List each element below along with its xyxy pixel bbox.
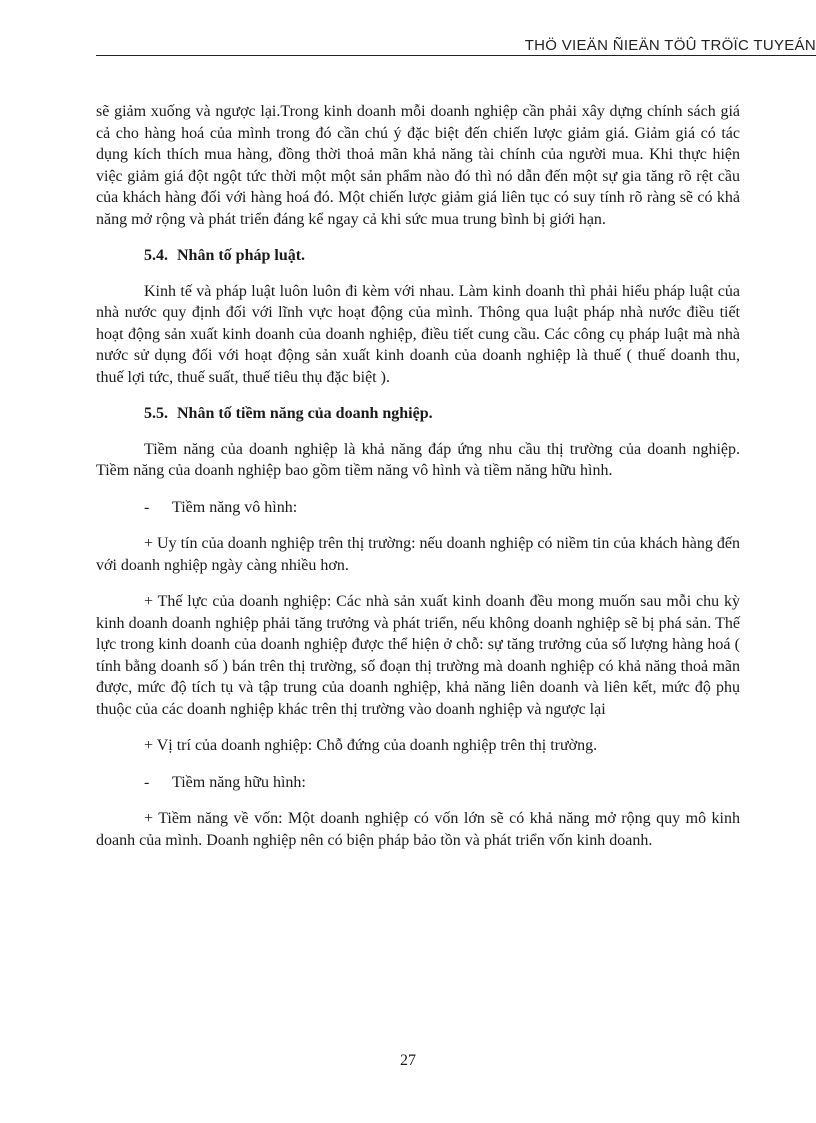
bullet-text: Tiềm năng vô hình: [172, 498, 298, 516]
bullet-dash: - [144, 498, 150, 516]
paragraph-potential: Tiềm năng của doanh nghiệp là khả năng đáp ứng nhu cầu thị trường của doanh nghiệp. Tiềm năng của doanh nghiệp bao gồm tiềm năng vô hình và tiềm năng hữu hình. [96, 440, 740, 479]
section-number: 5.5. [144, 405, 168, 422]
section-title: Nhân tố pháp luật. [177, 247, 306, 264]
bullet-text: Tiềm năng hữu hình: [172, 773, 306, 791]
section-number: 5.4. [144, 247, 168, 264]
paragraph-law: Kinh tế và pháp luật luôn luôn đi kèm với nhau. Làm kinh doanh thì phải hiểu pháp luật của nhà nước quy định đối với lĩnh vực hoạt động của mình. Thông qua luật pháp nhà nước điều tiết hoạt động sản xuất kinh doanh của doanh nghiệp, điều tiết cung cầu. Các công cụ pháp luật mà nhà nước sử dụng đối với hoạt động sản xuất kinh doanh của doanh nghiệp là thuế ( thuế doanh thu, thuế lợi tức, thuế suất, thuế tiêu thụ đặc biệt ). [96, 282, 740, 386]
page-header [96, 33, 816, 56]
paragraph-reputation: + Uy tín của doanh nghiệp trên thị trường: nếu doanh nghiệp có niềm tin của khách hàng đến với doanh nghiệp ngày càng nhiều hơn. [96, 535, 740, 574]
list-item-intangible [96, 497, 740, 519]
paragraph-capital: + Tiềm năng về vốn: Một doanh nghiệp có vốn lớn sẽ có khả năng mở rộng quy mô kinh doanh của mình. Doanh nghiệp nên có biện pháp bảo tồn và phát triển vốn kinh doanh. [96, 810, 740, 849]
paragraph-position: + Vị trí của doanh nghiệp: Chỗ đứng của doanh nghiệp trên thị trường. [144, 737, 598, 754]
document-body [96, 101, 740, 866]
section-title: Nhân tố tiềm năng của doanh nghiệp. [177, 405, 433, 422]
paragraph-strength: + Thế lực của doanh nghiệp: Các nhà sản xuất kinh doanh đều mong muốn sau mỗi chu kỳ kinh doanh doanh nghiệp phải tăng trưởng và phát triển, nếu không doanh nghiệp sẽ bị phá sản. Thế lực trong kinh doanh của doanh nghiệp được thể hiện ở chỗ: sự tăng trưởng của số lượng hàng hoá ( tính bằng doanh số ) bán trên thị trường, số đoạn thị trường mà doanh nghiệp có khả năng thoả mãn được, mức độ tích tụ và tập trung của doanh nghiệp, khả năng liên doanh và liên kết, mức độ phụ thuộc của các doanh nghiệp khác trên thị trường vào doanh nghiệp và ngược lại [96, 593, 740, 718]
section-heading-5-4 [96, 245, 740, 267]
list-item-tangible [96, 772, 740, 794]
page-number: 27 [400, 1052, 416, 1069]
section-heading-5-5 [96, 403, 740, 425]
bullet-dash: - [144, 773, 150, 791]
paragraph-price-policy: sẽ giảm xuống và ngược lại.Trong kinh doanh mỗi doanh nghiệp cần phải xây dựng chính sách giá cả cho hàng hoá của mình trong đó cần chú ý đặc biệt đến chiến lược giảm giá. Giảm giá có tác dụng kích thích mua hàng, đồng thời thoả mãn khả năng tài chính của người mua. Khi thực hiện việc giảm giá đột ngột tức thời một một sản phẩm nào đó thì nó dẫn đến một sự gia tăng rõ rệt cầu của khách hàng đối với hàng hoá đó. Một chiến lược giảm giá liên tục có suy tính rõ ràng sẽ có khả năng mở rộng và phát triển đáng kể ngay cả khi sức mua trung bình bị giới hạn. [96, 103, 740, 228]
header-title: THÖ VIEÄN ÑIEÄN TÖÛ TRÖÏC TUYEÁN [524, 37, 816, 54]
